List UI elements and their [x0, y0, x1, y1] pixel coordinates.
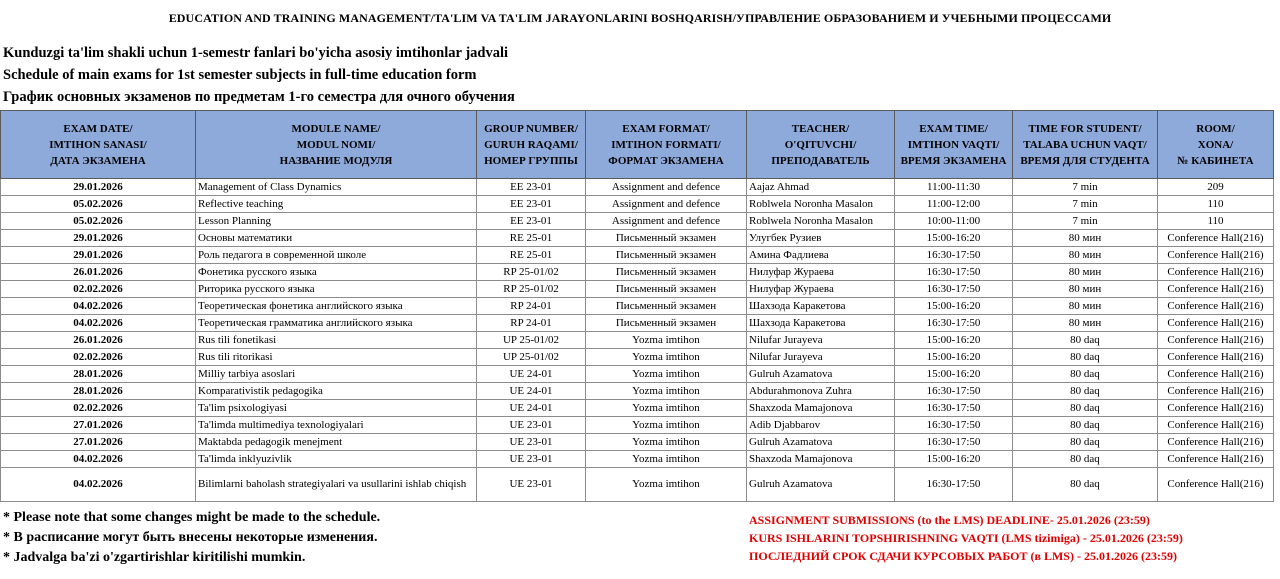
table-body: [1, 179, 1274, 502]
cell-exam-format: Yozma imtihon: [586, 434, 747, 451]
cell-group-number: RP 24-01: [477, 298, 586, 315]
cell-room: Conference Hall(216): [1158, 332, 1274, 349]
cell-teacher: Gulruh Azamatova: [747, 434, 895, 451]
cell-group-number: UE 23-01: [477, 434, 586, 451]
table-header-row: [1, 111, 1274, 179]
cell-module-name: Фонетика русского языка: [196, 264, 477, 281]
cell-room: Conference Hall(216): [1158, 230, 1274, 247]
column-header-line: MODULE NAME/: [291, 122, 381, 135]
cell-room: Conference Hall(216): [1158, 298, 1274, 315]
deadline-ru: ПОСЛЕДНИЙ СРОК СДАЧИ КУРСОВЫХ РАБОТ (в LMS) - 25.01.2026 (23:59): [749, 549, 1177, 563]
cell-teacher: Шахзода Каракетова: [747, 315, 895, 332]
column-header-module-name: [196, 111, 477, 179]
cell-exam-date: 29.01.2026: [1, 230, 196, 247]
cell-student-time: 80 мин: [1013, 281, 1158, 298]
table-row: [1, 281, 1274, 298]
cell-room: Conference Hall(216): [1158, 468, 1274, 502]
column-header-room: [1158, 111, 1274, 179]
cell-exam-time: 16:30-17:50: [895, 264, 1013, 281]
cell-student-time: 7 min: [1013, 213, 1158, 230]
table-row: [1, 298, 1274, 315]
cell-teacher: Roblwela Noronha Masalon: [747, 196, 895, 213]
cell-module-name: Ta'lim psixologiyasi: [196, 400, 477, 417]
column-header-line: № КАБИНЕТА: [1177, 154, 1254, 167]
column-header-line: EXAM TIME/: [919, 122, 988, 135]
cell-teacher: Shaxzoda Mamajonova: [747, 451, 895, 468]
cell-exam-format: Assignment and defence: [586, 179, 747, 196]
cell-student-time: 80 daq: [1013, 366, 1158, 383]
cell-room: Conference Hall(216): [1158, 349, 1274, 366]
cell-module-name: Maktabda pedagogik menejment: [196, 434, 477, 451]
column-header-line: НОМЕР ГРУППЫ: [484, 154, 578, 167]
cell-exam-time: 16:30-17:50: [895, 247, 1013, 264]
cell-exam-format: Yozma imtihon: [586, 451, 747, 468]
cell-group-number: UP 25-01/02: [477, 349, 586, 366]
cell-group-number: EE 23-01: [477, 213, 586, 230]
column-header-line: IMTIHON FORMATI/: [611, 138, 721, 151]
note-uz: * Jadvalga ba'zi o'zgartirishlar kiritilishi mumkin.: [3, 550, 306, 565]
column-header-line: ROOM/: [1196, 122, 1235, 135]
page-title: EDUCATION AND TRAINING MANAGEMENT/TA'LIM VA TA'LIM JARAYONLARINI BOSHQARISH/УПРАВЛЕНИЕ ОБРАЗОВАНИЕМ И УЧЕБНЫМИ ПРОЦЕССАМИ: [168, 11, 1112, 25]
column-header-exam-date: [1, 111, 196, 179]
cell-exam-format: Yozma imtihon: [586, 349, 747, 366]
cell-teacher: Shaxzoda Mamajonova: [747, 400, 895, 417]
cell-exam-time: 15:00-16:20: [895, 451, 1013, 468]
column-header-line: НАЗВАНИЕ МОДУЛЯ: [279, 154, 393, 167]
subtitle-ru: График основных экзаменов по предметам 1-го семестра для очного обучения: [3, 89, 515, 105]
cell-exam-date: 28.01.2026: [1, 366, 196, 383]
cell-group-number: RP 24-01: [477, 315, 586, 332]
column-header-line: O'QITUVCHI/: [784, 138, 857, 151]
cell-room: Conference Hall(216): [1158, 264, 1274, 281]
column-header-line: TALABA UCHUN VAQT/: [1023, 138, 1147, 151]
cell-room: Conference Hall(216): [1158, 434, 1274, 451]
cell-exam-format: Письменный экзамен: [586, 230, 747, 247]
cell-teacher: Nilufar Jurayeva: [747, 349, 895, 366]
cell-exam-date: 02.02.2026: [1, 349, 196, 366]
cell-module-name: Komparativistik pedagogika: [196, 383, 477, 400]
cell-module-name: Ta'limda inklyuzivlik: [196, 451, 477, 468]
cell-room: Conference Hall(216): [1158, 315, 1274, 332]
cell-exam-date: 02.02.2026: [1, 400, 196, 417]
cell-module-name: Management of Class Dynamics: [196, 179, 477, 196]
cell-exam-format: Письменный экзамен: [586, 247, 747, 264]
cell-module-name: Reflective teaching: [196, 196, 477, 213]
cell-exam-time: 16:30-17:50: [895, 468, 1013, 502]
cell-student-time: 80 daq: [1013, 332, 1158, 349]
cell-exam-time: 11:00-12:00: [895, 196, 1013, 213]
cell-room: Conference Hall(216): [1158, 451, 1274, 468]
column-header-group-number: [477, 111, 586, 179]
cell-exam-time: 15:00-16:20: [895, 332, 1013, 349]
cell-room: Conference Hall(216): [1158, 247, 1274, 264]
cell-group-number: UP 25-01/02: [477, 332, 586, 349]
cell-exam-date: 05.02.2026: [1, 213, 196, 230]
cell-exam-time: 16:30-17:50: [895, 315, 1013, 332]
cell-exam-time: 16:30-17:50: [895, 383, 1013, 400]
cell-student-time: 80 daq: [1013, 451, 1158, 468]
cell-module-name: Роль педагога в современной школе: [196, 247, 477, 264]
cell-student-time: 80 daq: [1013, 383, 1158, 400]
cell-teacher: Nilufar Jurayeva: [747, 332, 895, 349]
table-row: [1, 230, 1274, 247]
cell-group-number: EE 23-01: [477, 179, 586, 196]
cell-teacher: Roblwela Noronha Masalon: [747, 213, 895, 230]
table-row: [1, 315, 1274, 332]
cell-exam-date: 04.02.2026: [1, 468, 196, 502]
cell-teacher: Улугбек Рузиев: [747, 230, 895, 247]
cell-student-time: 80 мин: [1013, 264, 1158, 281]
table-row: [1, 400, 1274, 417]
column-header-line: EXAM FORMAT/: [622, 122, 710, 135]
cell-exam-format: Yozma imtihon: [586, 332, 747, 349]
cell-teacher: Gulruh Azamatova: [747, 366, 895, 383]
cell-module-name: Milliy tarbiya asoslari: [196, 366, 477, 383]
cell-exam-format: Yozma imtihon: [586, 383, 747, 400]
column-header-line: ФОРМАТ ЭКЗАМЕНА: [608, 154, 724, 167]
cell-module-name: Основы математики: [196, 230, 477, 247]
cell-student-time: 80 мин: [1013, 247, 1158, 264]
cell-exam-date: 04.02.2026: [1, 315, 196, 332]
cell-exam-format: Письменный экзамен: [586, 298, 747, 315]
cell-exam-date: 04.02.2026: [1, 298, 196, 315]
cell-exam-date: 28.01.2026: [1, 383, 196, 400]
cell-module-name: Ta'limda multimediya texnologiyalari: [196, 417, 477, 434]
cell-exam-date: 26.01.2026: [1, 264, 196, 281]
cell-room: 209: [1158, 179, 1274, 196]
column-header-line: XONA/: [1197, 138, 1234, 151]
cell-student-time: 80 daq: [1013, 468, 1158, 502]
cell-exam-time: 16:30-17:50: [895, 281, 1013, 298]
cell-exam-date: 27.01.2026: [1, 434, 196, 451]
column-header-line: EXAM DATE/: [63, 122, 133, 135]
cell-exam-format: Письменный экзамен: [586, 264, 747, 281]
cell-group-number: UE 24-01: [477, 383, 586, 400]
table-row: [1, 179, 1274, 196]
cell-exam-format: Yozma imtihon: [586, 366, 747, 383]
cell-student-time: 7 min: [1013, 196, 1158, 213]
cell-group-number: UE 23-01: [477, 417, 586, 434]
subtitle-uz: Kunduzgi ta'lim shakli uchun 1-semestr fanlari bo'yicha asosiy imtihonlar jadvali: [3, 45, 509, 61]
cell-module-name: Bilimlarni baholash strategiyalari va usullarini ishlab chiqish: [196, 468, 477, 502]
column-header-exam-time: [895, 111, 1013, 179]
cell-group-number: UE 24-01: [477, 366, 586, 383]
cell-exam-format: Yozma imtihon: [586, 468, 747, 502]
table-row: [1, 417, 1274, 434]
column-header-line: IMTIHON SANASI/: [49, 138, 147, 151]
table-row: [1, 213, 1274, 230]
cell-exam-format: Yozma imtihon: [586, 400, 747, 417]
cell-module-name: Теоретическая грамматика английского языка: [196, 315, 477, 332]
exam-schedule-table: [0, 110, 1274, 502]
column-header-line: IMTIHON VAQTI/: [907, 138, 1000, 151]
cell-exam-date: 27.01.2026: [1, 417, 196, 434]
cell-group-number: EE 23-01: [477, 196, 586, 213]
column-header-exam-format: [586, 111, 747, 179]
column-header-line: ВРЕМЯ ЭКЗАМЕНА: [900, 154, 1007, 167]
column-header-teacher: [747, 111, 895, 179]
cell-student-time: 80 daq: [1013, 417, 1158, 434]
cell-student-time: 80 daq: [1013, 400, 1158, 417]
cell-group-number: RP 25-01/02: [477, 264, 586, 281]
column-header-line: GROUP NUMBER/: [484, 122, 578, 135]
cell-exam-time: 15:00-16:20: [895, 230, 1013, 247]
column-header-line: TIME FOR STUDENT/: [1028, 122, 1142, 135]
cell-student-time: 80 мин: [1013, 298, 1158, 315]
cell-module-name: Rus tili fonetikasi: [196, 332, 477, 349]
cell-exam-time: 15:00-16:20: [895, 298, 1013, 315]
deadline-uz: KURS ISHLARINI TOPSHIRISHNING VAQTI (LMS tizimiga) - 25.01.2026 (23:59): [749, 531, 1183, 545]
note-ru: * В расписание могут быть внесены некоторые изменения.: [3, 530, 378, 545]
cell-student-time: 80 мин: [1013, 230, 1158, 247]
cell-group-number: UE 23-01: [477, 468, 586, 502]
cell-room: Conference Hall(216): [1158, 417, 1274, 434]
cell-module-name: Риторика русского языка: [196, 281, 477, 298]
table-row: [1, 383, 1274, 400]
cell-module-name: Lesson Planning: [196, 213, 477, 230]
table-row: [1, 332, 1274, 349]
cell-teacher: Шахзода Каракетова: [747, 298, 895, 315]
column-header-line: ДАТА ЭКЗАМЕНА: [50, 154, 146, 167]
cell-exam-time: 15:00-16:20: [895, 366, 1013, 383]
cell-teacher: Нилуфар Жураева: [747, 281, 895, 298]
cell-exam-date: 29.01.2026: [1, 247, 196, 264]
column-header-line: TEACHER/: [791, 122, 850, 135]
cell-group-number: RP 25-01/02: [477, 281, 586, 298]
subtitle-en: Schedule of main exams for 1st semester subjects in full-time education form: [3, 67, 477, 83]
cell-exam-date: 05.02.2026: [1, 196, 196, 213]
cell-student-time: 80 мин: [1013, 315, 1158, 332]
cell-teacher: Adib Djabbarov: [747, 417, 895, 434]
cell-student-time: 80 daq: [1013, 349, 1158, 366]
table-row: [1, 468, 1274, 502]
cell-exam-time: 11:00-11:30: [895, 179, 1013, 196]
cell-exam-format: Assignment and defence: [586, 213, 747, 230]
table-row: [1, 349, 1274, 366]
cell-teacher: Амина Фадлиева: [747, 247, 895, 264]
cell-room: Conference Hall(216): [1158, 400, 1274, 417]
table-row: [1, 451, 1274, 468]
column-header-line: ВРЕМЯ ДЛЯ СТУДЕНТА: [1020, 154, 1150, 167]
cell-exam-format: Письменный экзамен: [586, 315, 747, 332]
cell-group-number: RE 25-01: [477, 247, 586, 264]
cell-exam-time: 15:00-16:20: [895, 349, 1013, 366]
cell-exam-time: 16:30-17:50: [895, 400, 1013, 417]
cell-exam-time: 16:30-17:50: [895, 434, 1013, 451]
cell-student-time: 80 daq: [1013, 434, 1158, 451]
cell-exam-date: 26.01.2026: [1, 332, 196, 349]
cell-room: Conference Hall(216): [1158, 366, 1274, 383]
cell-exam-format: Письменный экзамен: [586, 281, 747, 298]
cell-group-number: UE 23-01: [477, 451, 586, 468]
cell-exam-date: 04.02.2026: [1, 451, 196, 468]
cell-exam-time: 16:30-17:50: [895, 417, 1013, 434]
cell-group-number: UE 24-01: [477, 400, 586, 417]
column-header-line: MODUL NOMI/: [296, 138, 376, 151]
cell-teacher: Gulruh Azamatova: [747, 468, 895, 502]
table-row: [1, 247, 1274, 264]
cell-exam-date: 29.01.2026: [1, 179, 196, 196]
table-row: [1, 196, 1274, 213]
cell-module-name: Теоретическая фонетика английского языка: [196, 298, 477, 315]
cell-exam-date: 02.02.2026: [1, 281, 196, 298]
cell-teacher: Нилуфар Жураева: [747, 264, 895, 281]
table-row: [1, 434, 1274, 451]
cell-room: 110: [1158, 213, 1274, 230]
cell-room: Conference Hall(216): [1158, 383, 1274, 400]
cell-exam-format: Assignment and defence: [586, 196, 747, 213]
cell-room: 110: [1158, 196, 1274, 213]
column-header-line: GURUH RAQAMI/: [484, 138, 578, 151]
cell-exam-time: 10:00-11:00: [895, 213, 1013, 230]
table-row: [1, 366, 1274, 383]
cell-exam-format: Yozma imtihon: [586, 417, 747, 434]
table-row: [1, 264, 1274, 281]
column-header-line: ПРЕПОДАВАТЕЛЬ: [771, 154, 870, 167]
cell-teacher: Abdurahmonova Zuhra: [747, 383, 895, 400]
cell-teacher: Aajaz Ahmad: [747, 179, 895, 196]
cell-group-number: RE 25-01: [477, 230, 586, 247]
deadline-en: ASSIGNMENT SUBMISSIONS (to the LMS) DEADLINE- 25.01.2026 (23:59): [749, 513, 1150, 527]
cell-student-time: 7 min: [1013, 179, 1158, 196]
cell-module-name: Rus tili ritorikasi: [196, 349, 477, 366]
note-en: * Please note that some changes might be made to the schedule.: [3, 510, 381, 525]
cell-room: Conference Hall(216): [1158, 281, 1274, 298]
column-header-student-time: [1013, 111, 1158, 179]
